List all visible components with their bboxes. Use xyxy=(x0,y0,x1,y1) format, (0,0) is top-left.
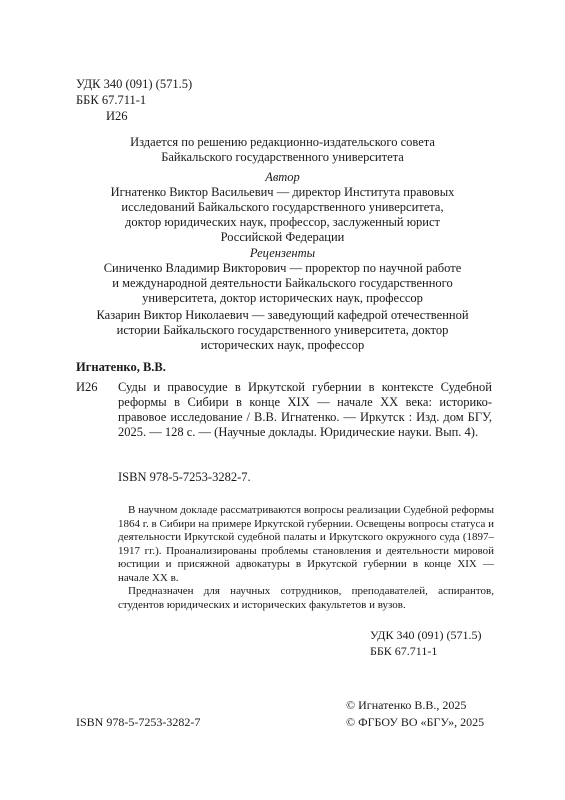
udk-code: УДК 340 (091) (571.5) xyxy=(76,77,193,91)
reviewers-label: Рецензенты xyxy=(249,246,316,260)
publisher-note xyxy=(0,135,565,165)
reviewer-1-line: Синиченко Владимир Викторович — проректор по научной работе xyxy=(103,261,462,275)
udk-block xyxy=(76,76,192,124)
reviewer-2 xyxy=(0,308,565,353)
author-info-line: исследований Байкальского государственного университета, xyxy=(121,200,444,214)
publisher-note-line: Байкальского государственного университета xyxy=(161,150,404,164)
bibliographic-index: И26 xyxy=(76,380,98,394)
author-label: Автор xyxy=(265,170,300,184)
publisher-note-line: Издается по решению редакционно-издательского совета xyxy=(130,135,435,149)
reviewer-1-line: университета, доктор исторических наук, профессор xyxy=(142,291,423,305)
footer-udk: УДК 340 (091) (571.5) xyxy=(370,628,482,642)
bibliographic-description: Суды и правосудие в Иркутской губернии в контексте Судебной реформы в Сибири в конце XIX — начале XX века: историко-правовое исследование / В.В. Игнатенко. — Иркутск : Изд. дом БГУ, 2025. — 128 с. — (Научные доклады. Юридические науки. Вып. 4). xyxy=(118,380,492,439)
reviewer-1-line: и международной деятельности Байкальского государственного xyxy=(112,276,453,290)
bibliographic-isbn: ISBN 978-5-7253-3282-7. xyxy=(118,470,251,484)
author-mark: И26 xyxy=(106,109,128,123)
copyright-block xyxy=(346,697,484,731)
footer-bbk: ББК 67.711-1 xyxy=(370,644,438,658)
copyright-author: © Игнатенко В.В., 2025 xyxy=(346,698,467,712)
author-info-line: Российской Федерации xyxy=(220,230,345,244)
author-info xyxy=(0,185,565,245)
annotation-paragraph-2: Предназначен для научных сотрудников, преподавателей, аспирантов, студентов юридических и исторических факультетов и вузов. xyxy=(118,585,494,611)
footer-udk-block xyxy=(370,627,481,659)
annotation-paragraph-1: В научном докладе рассматриваются вопросы реализации Судебной реформы 1864 г. в Сибири на примере Иркутской губернии. Освещены вопросы статуса и деятельности Иркутской судебной палаты и Иркутского окружного суда (1897–1917 гг.). Проанализированы проблемы становления и деятельности мировой юстиции и присяжной адвокатуры в Иркутской губернии в конце XIX — начале XX в. xyxy=(118,504,494,584)
copyright-publisher: © ФГБОУ ВО «БГУ», 2025 xyxy=(346,715,485,729)
reviewer-1 xyxy=(0,261,565,306)
author-info-line: доктор юридических наук, профессор, заслуженный юрист xyxy=(124,215,441,229)
footer-isbn: ISBN 978-5-7253-3282-7 xyxy=(76,715,201,729)
reviewer-2-line: истории Байкальского государственного университета, доктор xyxy=(116,323,449,337)
bibliographic-author: Игнатенко, В.В. xyxy=(76,360,166,374)
reviewer-2-line: Казарин Виктор Николаевич — заведующий кафедрой отечественной xyxy=(96,308,469,322)
reviewer-2-line: исторических наук, профессор xyxy=(200,338,365,352)
bbk-code: ББК 67.711-1 xyxy=(76,93,147,107)
author-info-line: Игнатенко Виктор Васильевич — директор Института правовых xyxy=(110,185,455,199)
